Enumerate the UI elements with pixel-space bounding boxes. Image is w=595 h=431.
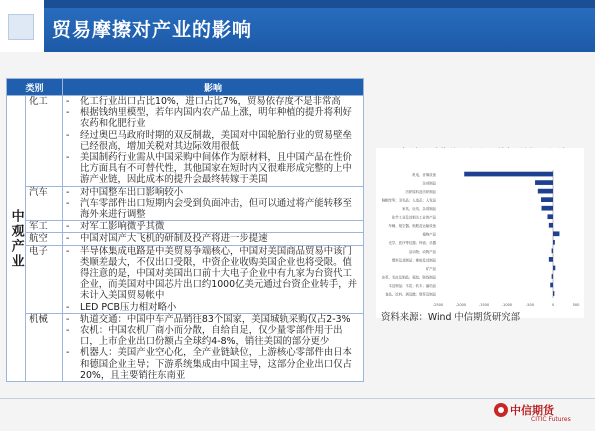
logo-icon	[8, 14, 34, 40]
table-body	[7, 96, 364, 382]
bar	[549, 223, 553, 228]
bullet-dash: -	[66, 107, 70, 119]
group-label: 中观产业	[7, 96, 26, 382]
impact-item	[66, 347, 360, 381]
bullet-dash: -	[66, 347, 70, 359]
impact-item	[66, 152, 360, 186]
x-tick-label: 0	[551, 303, 555, 307]
col-header-impact: 影响	[63, 79, 364, 96]
bullet-dash: -	[66, 152, 70, 164]
bar	[542, 206, 554, 211]
logo-area	[0, 0, 44, 52]
impact-text: 化工行业出口占比10%，进口占比7%，贸易依存度不是非常高	[80, 96, 341, 107]
impact-item	[66, 302, 360, 313]
bar	[535, 180, 553, 185]
bar	[547, 214, 553, 219]
impact-text: LED PCB压力相对略小	[80, 301, 177, 313]
category-label: 木及制品；木炭；软木；编结品	[388, 283, 436, 288]
bar	[538, 189, 553, 194]
category-label: 机电、音像设备	[412, 172, 436, 177]
bullet-dash: -	[66, 233, 70, 245]
category-label: 塑料及其制品；橡胶及其制品	[391, 258, 436, 263]
bullet-dash: -	[66, 96, 70, 107]
category-label: 植物产品	[422, 232, 436, 237]
bullet-dash: -	[66, 129, 70, 141]
x-tick-label: 500	[572, 303, 580, 307]
bullet-dash: -	[66, 197, 70, 209]
impact-item	[66, 246, 360, 302]
impact-item	[66, 198, 360, 220]
page-title: 贸易摩擦对产业的影响	[52, 19, 253, 41]
bar	[549, 257, 553, 262]
category-label: 车辆、航空器、船舶及运输设备	[388, 224, 436, 229]
row-impact	[63, 313, 364, 381]
x-tick-label: -2000	[455, 303, 467, 307]
category-label: 食品、饮料、酒及醋；烟草及制品	[385, 292, 436, 297]
x-tick-label: -2500	[432, 303, 444, 307]
impact-text: 半导体集成电路是中美贸易争端核心，中国对美国商品贸易中该门类顺差最大，不仅出口受限，中资企业收购美国企业也将受限。值得注意的是，中国对美国出口前十大电子企业中有九家为台资代工企业，而美国对中国芯片出口约1000亿美元通过台资企业转手，并未计入美国贸易帐中	[80, 245, 357, 302]
table-row	[7, 221, 364, 233]
table-row	[7, 245, 364, 313]
category-label: 鞋帽伞等；羽毛品；人造花；人发品	[381, 198, 436, 203]
row-impact	[63, 221, 364, 233]
row-category: 军工	[26, 221, 63, 233]
impact-item	[66, 221, 360, 232]
row-category: 汽车	[26, 186, 63, 221]
impact-item	[66, 187, 360, 198]
bar	[553, 240, 555, 245]
impact-item	[66, 107, 360, 129]
x-tick-label: -1500	[478, 303, 490, 307]
bullet-dash: -	[66, 186, 70, 198]
header-band	[0, 0, 595, 8]
brand-logo-icon	[494, 403, 508, 417]
category-label: 化学工业及其相关工业的产品	[391, 215, 436, 220]
category-label: 活动物；动物产品	[408, 249, 436, 254]
footer-divider	[0, 398, 595, 399]
impact-text: 中国对国产大飞机的研制及投产将进一步提速	[80, 233, 268, 245]
category-label: 矿产品	[425, 266, 436, 271]
impact-item	[66, 325, 360, 347]
row-impact	[63, 186, 364, 221]
impact-item	[66, 96, 360, 107]
impact-text: 美国制药行业需从中国采购中间体作为原材料，且中国产品在性价比方面具有不可替代性，其他国家在短时内又很难形成完整的上中游产业链，因此成本的提升会最终转嫁于美国	[80, 152, 352, 186]
source-note: 资料来源：Wind 中信期货研究部	[381, 312, 521, 323]
trade-balance-chart	[376, 148, 584, 318]
header-bar	[0, 0, 595, 52]
brand-name: 中信期货	[510, 404, 554, 417]
x-tick-label: -500	[525, 303, 535, 307]
bar	[553, 231, 559, 236]
category-label: 杂项制品	[422, 181, 436, 186]
category-label: 纺织原料及纺织制品	[405, 190, 436, 195]
impact-text: 轨道交通：中国中车产品销往83个国家，美国城轨采购仅占2-3%	[80, 313, 351, 325]
bar	[552, 249, 553, 254]
impact-text: 对中国整车出口影响较小	[80, 186, 184, 198]
bullet-dash: -	[66, 245, 70, 257]
impact-text: 根据钱纳里模型，若年内国内农产品上涨，明年种植的提升将利好农药和化肥行业	[80, 107, 352, 130]
impact-item	[66, 130, 360, 152]
impact-table	[6, 78, 364, 382]
impact-text: 汽车零部件出口短期内会受到负面冲击，但可以通过将产能转移至海外来进行调整	[80, 197, 352, 221]
bullet-dash: -	[66, 301, 70, 313]
bullet-dash: -	[66, 221, 70, 233]
table-row	[7, 233, 364, 245]
category-label: 光学、医疗等仪器；钟表；乐器	[388, 241, 436, 246]
impact-item	[66, 233, 360, 244]
row-category: 航空	[26, 233, 63, 245]
bar	[550, 283, 553, 288]
category-label: 皮革、毛皮及制品；箱包；肠线制品	[381, 275, 436, 280]
brand-subtitle: CITIC Futures	[531, 416, 571, 423]
impact-text: 对军工影响微乎其微	[80, 221, 165, 233]
impact-item	[66, 314, 360, 325]
category-label: 家具、玩具、杂项制品	[402, 207, 436, 212]
table-row	[7, 96, 364, 187]
bullet-dash: -	[66, 325, 70, 337]
row-impact	[63, 245, 364, 313]
row-category: 电子	[26, 245, 63, 313]
bar	[553, 266, 555, 271]
row-impact	[63, 233, 364, 245]
impact-text: 机器人：美国产业空心化，全产业链缺位，上游核心零部件由日本和德国企业主导；下游系统集成由中国主导，这部分企业出口仅占20%，且主要销往东南亚	[80, 347, 352, 381]
bar	[552, 274, 553, 279]
bar	[464, 172, 553, 177]
table-row	[7, 186, 364, 221]
bar	[541, 197, 553, 202]
col-header-category: 类别	[7, 79, 63, 96]
impact-text: 农机：中国农机厂商小而分散，自给自足，仅少量零部件用于出口，上市企业出口份额占全球约4-8%，销往美国的部分更少	[80, 325, 343, 348]
row-impact	[63, 96, 364, 187]
row-category: 化工	[26, 96, 63, 187]
impact-text: 经过奥巴马政府时期的双反制裁，美国对中国轮胎行业的贸易壁垒已经很高，增加关税对其边际效用很低	[80, 129, 352, 152]
bullet-dash: -	[66, 313, 70, 325]
table-row	[7, 313, 364, 381]
x-tick-label: -1000	[501, 303, 513, 307]
bar	[553, 291, 554, 296]
row-category: 机械	[26, 313, 63, 381]
